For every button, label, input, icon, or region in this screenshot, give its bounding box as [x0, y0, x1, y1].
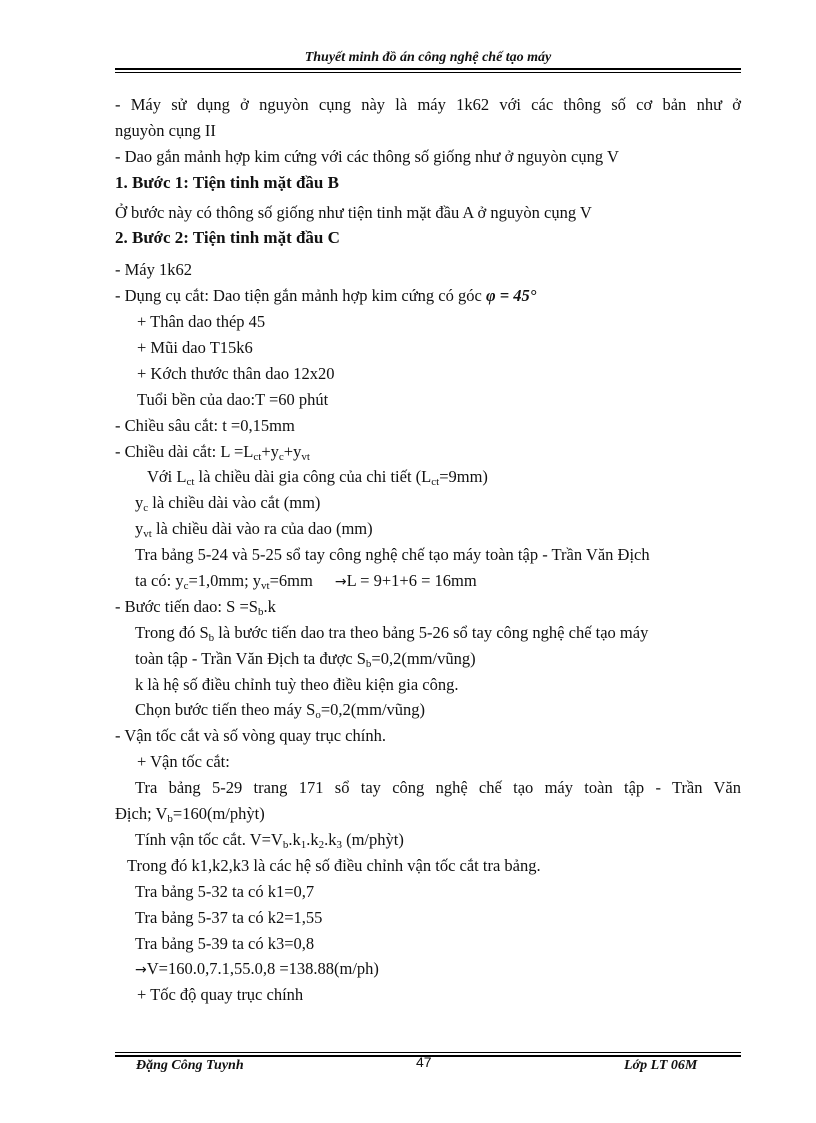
- text-line: [115, 697, 741, 723]
- document-body: [115, 92, 741, 1008]
- text-segment: .k: [306, 829, 319, 849]
- text-segment: .k: [324, 829, 337, 849]
- subscript: vt: [143, 528, 152, 541]
- text-segment: Tính vận tốc cắt. V=V: [135, 829, 283, 849]
- text-segment: =6mm: [269, 571, 313, 591]
- text-line: - Dao gắn mảnh hợp kim cứng với các thông số giống như ở nguyòn cụng V: [115, 146, 619, 166]
- text-segment: toàn tập - Trần Văn Địch ta được S: [135, 648, 366, 668]
- text-line: k là hệ số điều chỉnh tuỳ theo điều kiện gia công.: [135, 674, 459, 694]
- text-segment: V=160.0,7.1,55.0,8 =138.88(m/ph): [146, 959, 379, 979]
- text-line: - Vận tốc cắt và số vòng quay trục chính.: [115, 726, 386, 746]
- text-line: [115, 801, 741, 827]
- subscript: ct: [431, 476, 440, 489]
- text-segment: Với L: [147, 467, 187, 487]
- subscript: o: [315, 709, 321, 722]
- header-rule-thin: [115, 72, 741, 73]
- subscript: b: [282, 838, 289, 851]
- text-segment: L = 9+1+6 = 16mm: [346, 571, 477, 591]
- text-line: + Vận tốc cắt:: [137, 752, 230, 772]
- text-segment: .k: [263, 596, 276, 616]
- text-line: [115, 646, 741, 672]
- text-segment: - Dụng cụ cắt: Dao tiện gắn mảnh hợp kim cứng có góc: [115, 286, 482, 306]
- text-line: [115, 568, 741, 594]
- subscript: vt: [301, 450, 310, 463]
- footer-rule-thin: [115, 1052, 741, 1053]
- section-heading-step-1: 1. Bước 1: Tiện tinh mặt đầu B: [115, 172, 339, 192]
- text-line: - Máy sử dụng ở nguyòn cụng này là máy 1k62 với các thông số cơ bản như ở: [115, 95, 741, 114]
- phi-angle-formula: φ = 45°: [485, 286, 537, 306]
- subscript: c: [143, 502, 149, 515]
- text-line: + Kớch thước thân dao 12x20: [137, 363, 335, 383]
- right-arrow-icon: →: [334, 574, 347, 591]
- subscript: b: [365, 657, 372, 670]
- text-line: - Chiều sâu cắt: t =0,15mm: [115, 415, 295, 435]
- subscript: 3: [336, 838, 342, 851]
- text-line: [115, 956, 741, 982]
- footer-author: Đặng Công Tuynh: [136, 1058, 244, 1073]
- text-line: + Tốc độ quay trục chính: [137, 985, 304, 1005]
- text-segment: y: [135, 519, 144, 539]
- text-line: [115, 490, 741, 516]
- text-line: [115, 594, 741, 620]
- footer-class: Lớp LT 06M: [624, 1058, 698, 1073]
- text-segment: +y: [261, 441, 279, 461]
- subscript: b: [167, 813, 173, 826]
- right-arrow-icon: →: [135, 962, 147, 979]
- text-segment: là chiều dài gia công của chi tiết (L: [194, 467, 432, 487]
- text-line: Tuổi bền của dao:T =60 phút: [137, 389, 329, 409]
- subscript: ct: [253, 450, 262, 463]
- text-line: Ở bước này có thông số giống như tiện tinh mặt đầu A ở nguyòn cụng V: [115, 202, 592, 222]
- text-line: [115, 827, 741, 853]
- section-heading-step-2: 2. Bước 2: Tiện tinh mặt đầu C: [115, 228, 340, 248]
- text-segment: =1,0mm; y: [188, 571, 262, 591]
- text-segment: Địch; V: [115, 804, 168, 824]
- text-line: [115, 464, 741, 490]
- subscript: b: [208, 631, 215, 644]
- text-segment: Trong đó S: [135, 622, 209, 642]
- text-segment: là chiều dài vào ra của dao (mm): [151, 519, 373, 539]
- text-segment: =160(m/phỳt): [172, 804, 265, 824]
- text-line: [115, 516, 741, 542]
- subscript: ct: [186, 476, 195, 489]
- page-header-title: Thuyết minh đồ án công nghệ chế tạo máy: [304, 50, 552, 65]
- text-line: Tra bảng 5-29 trang 171 sổ tay công nghệ chế tạo máy toàn tập - Trần Văn: [135, 778, 741, 798]
- text-line: [115, 620, 741, 646]
- text-line: - Máy 1k62: [115, 260, 192, 280]
- text-segment: .k: [288, 829, 301, 849]
- subscript: b: [257, 605, 264, 618]
- subscript: c: [183, 580, 189, 593]
- page-number: 47: [416, 1054, 432, 1070]
- text-segment: y: [135, 493, 144, 513]
- text-line: Tra bảng 5-24 và 5-25 sổ tay công nghệ chế tạo máy toàn tập - Trần Văn Địch: [135, 545, 650, 565]
- subscript: 1: [300, 838, 307, 851]
- text-segment: (m/phỳt): [341, 829, 404, 849]
- text-segment: +y: [283, 441, 302, 461]
- subscript: vt: [261, 580, 270, 593]
- text-line: Tra bảng 5-32 ta có k1=0,7: [135, 881, 315, 901]
- text-segment: - Chiều dài cắt: L =L: [115, 441, 254, 461]
- text-line: Tra bảng 5-37 ta có k2=1,55: [135, 907, 323, 927]
- text-line: [115, 283, 741, 309]
- subscript: 2: [318, 838, 325, 851]
- text-line: + Thân dao thép 45: [137, 312, 266, 332]
- text-segment: ta có: y: [135, 571, 184, 591]
- text-line: Trong đó k1,k2,k3 là các hệ số điều chỉnh vận tốc cắt tra bảng.: [127, 855, 541, 875]
- text-line: [115, 439, 741, 465]
- text-segment: =0,2(mm/vũng): [371, 648, 476, 668]
- header-rule-thick: [115, 68, 741, 70]
- text-segment: =0,2(mm/vũng): [320, 700, 426, 720]
- subscript: c: [278, 450, 284, 463]
- text-segment: là chiều dài vào cắt (mm): [148, 493, 321, 513]
- text-segment: là bước tiến dao tra theo bảng 5-26 sổ tay công nghệ chế tạo máy: [214, 622, 649, 642]
- text-segment: - Bước tiến dao: S =S: [115, 596, 258, 616]
- text-segment: Chọn bước tiến theo máy S: [135, 700, 316, 720]
- text-line: nguyòn cụng II: [115, 120, 216, 140]
- text-line: Tra bảng 5-39 ta có k3=0,8: [135, 933, 315, 953]
- text-segment: =9mm): [439, 467, 488, 487]
- text-line: + Mũi dao T15k6: [137, 338, 253, 358]
